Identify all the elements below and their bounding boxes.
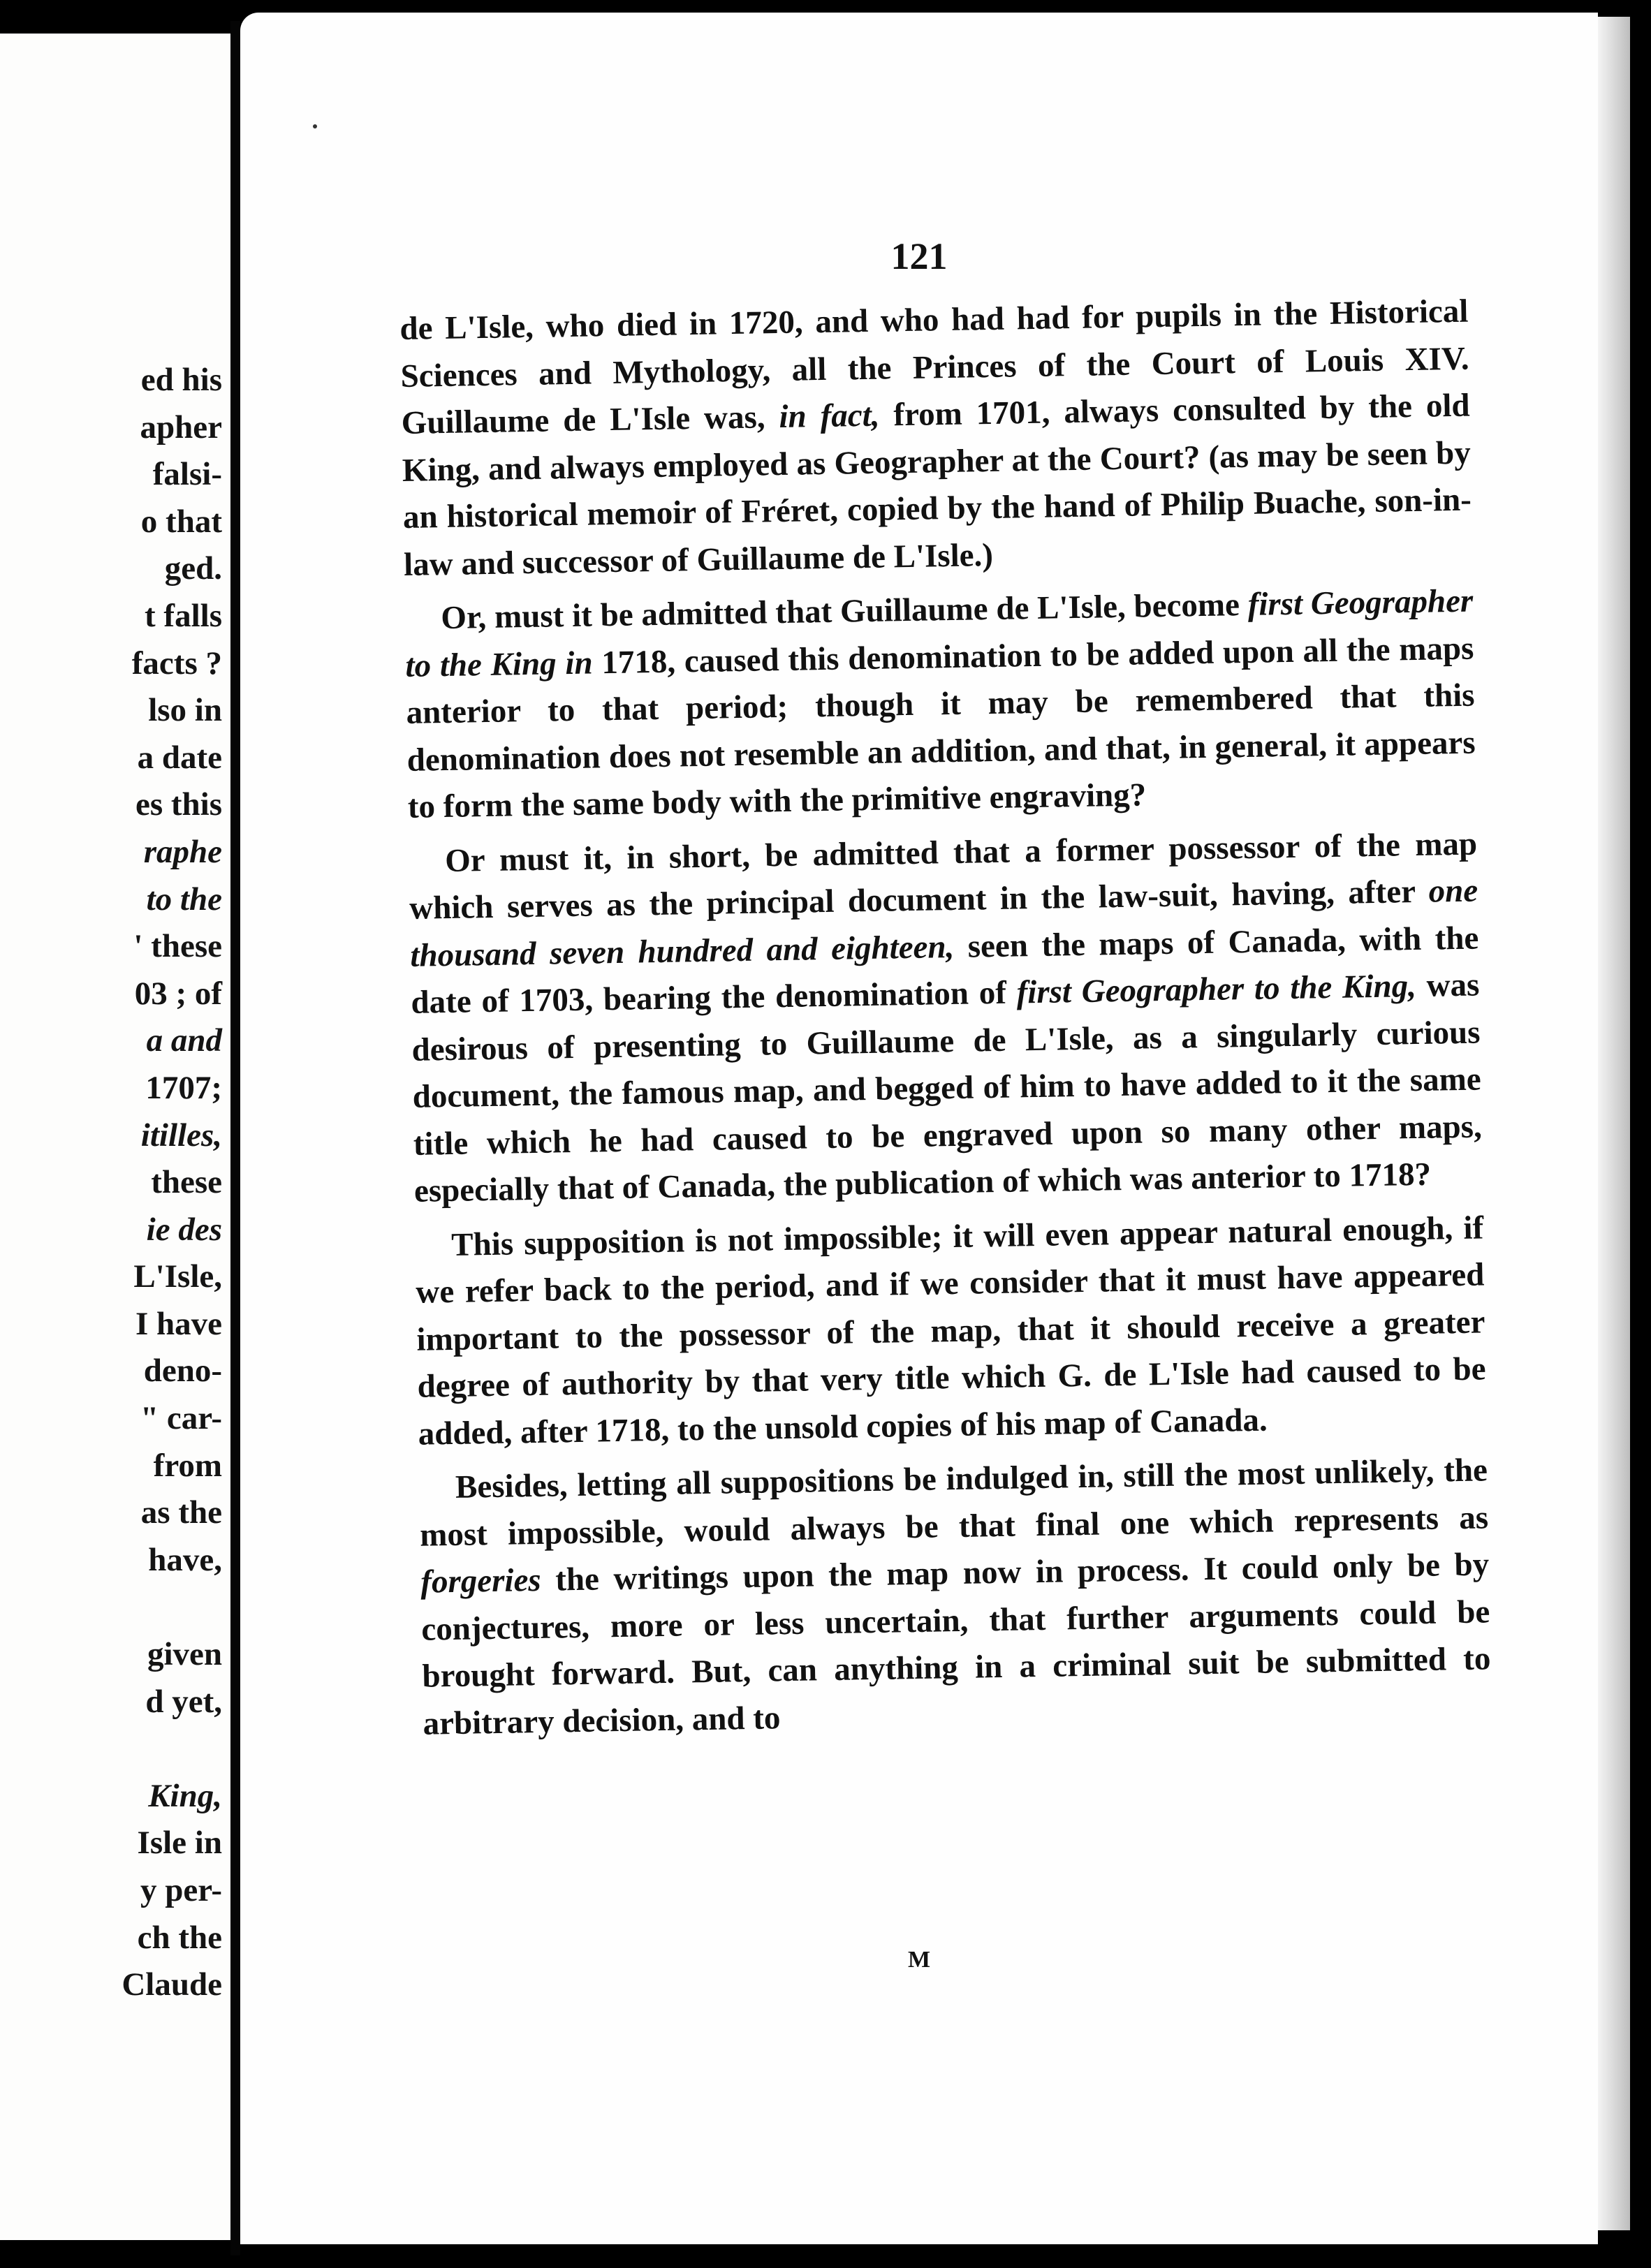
print-speck	[313, 124, 317, 128]
left-line: 03 ; of	[134, 975, 222, 1012]
left-line: " car-	[140, 1400, 222, 1437]
left-line: ch the	[137, 1919, 222, 1956]
left-line: have,	[148, 1541, 222, 1578]
left-line: a date	[137, 739, 222, 776]
left-line: y per-	[140, 1872, 222, 1908]
right-page	[240, 13, 1598, 2244]
left-line: these	[151, 1164, 222, 1201]
left-line: 1707;	[145, 1069, 222, 1106]
left-line: ie des	[146, 1211, 222, 1248]
page-number: 121	[890, 235, 948, 277]
left-page-text	[122, 357, 222, 2009]
body-text	[399, 288, 1492, 1748]
left-line: L'Isle,	[133, 1258, 222, 1295]
left-page	[0, 34, 230, 2240]
paragraph-1: de L'Isle, who died in 1720, and who had had for pupils in the Historical Sciences and Mythology, all the Princes of the Court of Louis XIV. Guillaume de L'Isle was, in fact, from 1701, always consulted by the old King, and always employed as Geographer at the Court? (as may be seen by an historical memoir of Fréret, copied by the hand of Philip Buache, son-in-law and successor of Guillaume de L'Isle.)	[399, 293, 1472, 583]
left-line: King,	[148, 1777, 222, 1814]
left-line: o that	[140, 503, 222, 540]
paragraph-2: Or, must it be admitted that Guillaume de L'Isle, become first Geographer to the King in 1718, caused this denomination to be added upon all the maps anterior to that period; though it may be remembered that this denomination does not resemble an addition, and that, in general, it appears to form the same body with the primitive engraving?	[405, 582, 1476, 825]
left-line: from	[153, 1447, 222, 1484]
left-line: ed his	[140, 362, 222, 398]
paragraph-3: Or must it, in short, be admitted that a former possessor of the map which serves as the principal document in the law-suit, having, after one thousand seven hundred and eighteen, seen the maps of Canada, with the date of 1703, bearing the denomination of first Geographer to the King, was desirous of presenting to Guillaume de L'Isle, as a singularly curious document, the famous map, and begged of him to have added to it the same title which he had caused to be engraved upon so many other maps, especially that of Canada, the publication of which was anterior to 1718?	[409, 825, 1483, 1209]
left-line: as the	[140, 1494, 222, 1531]
left-line: falsi-	[152, 456, 222, 493]
left-line: Claude	[122, 1966, 222, 2003]
signature-mark: M	[907, 1947, 931, 1973]
left-line: ged.	[164, 550, 222, 587]
paragraph-5: Besides, letting all suppositions be indulged in, still the most unlikely, the most impossible, would always be that final one which represents as forgeries the writings upon the map now in process. It could only be by conjectures, more or less uncertain, that further arguments could be brought forward. But, can anything in a criminal suit be submitted to arbitrary decision, and to	[419, 1452, 1491, 1742]
page-edge	[1598, 17, 1630, 2230]
left-line: Isle in	[137, 1825, 222, 1862]
left-line: to the	[146, 881, 222, 918]
left-line: apher	[140, 408, 222, 446]
left-line	[122, 1584, 222, 1631]
paragraph-4: This supposition is not impossible; it will even appear natural enough, if we refer back to the period, and if we consider that it must have appeared important to the possessor of the map, that it should receive a greater degree of authority by that very title which G. de L'Isle had caused to be added, after 1718, to the unsold copies of his map of Canada.	[415, 1209, 1486, 1452]
left-line: facts ?	[131, 645, 222, 682]
left-line: d yet,	[145, 1683, 222, 1720]
left-line: raphe	[143, 833, 222, 870]
left-line: given	[147, 1636, 222, 1673]
left-line: es this	[135, 786, 222, 823]
left-line: a and	[146, 1022, 222, 1059]
left-line: lso in	[148, 692, 222, 729]
left-line: I have	[135, 1305, 222, 1342]
left-line	[122, 1725, 222, 1773]
left-line: deno-	[143, 1353, 222, 1390]
left-line: itilles,	[140, 1117, 222, 1154]
left-line: t falls	[145, 597, 222, 634]
book-gutter	[230, 21, 240, 2255]
left-line: ' these	[133, 928, 222, 965]
